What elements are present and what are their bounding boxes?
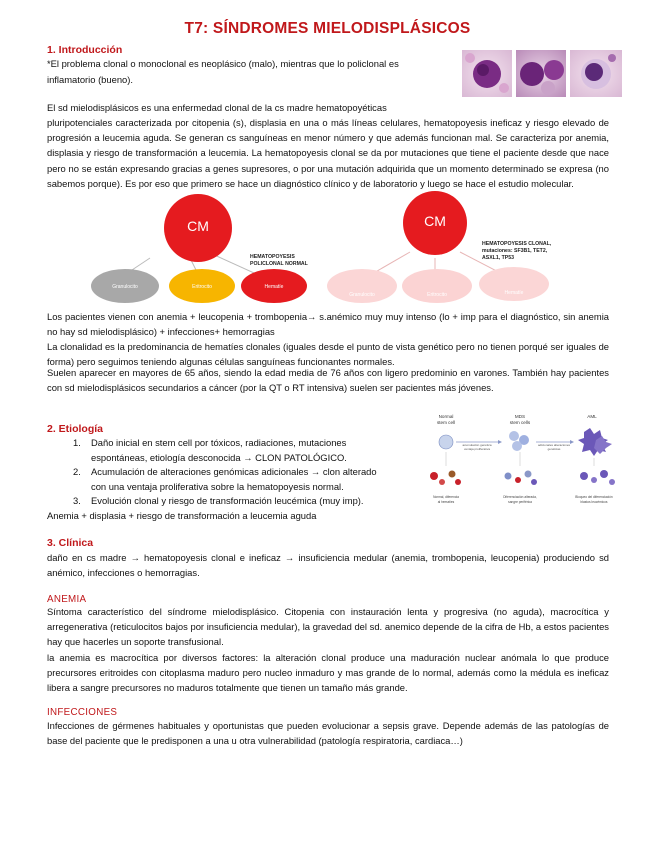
- page-title: T7: SÍNDROMES MIELODISPLÁSICOS: [184, 20, 471, 37]
- clinica-p1: daño en cs madre → hematopoyesis clonal e ineficaz → insuficiencia medular (anemia, trombopenia, leucopenia) produciendo sd anémico, infecciones o hemorragias.: [47, 552, 609, 579]
- diagram-caption-right-l2: mutaciones: SF3B1, TET2,: [482, 248, 548, 254]
- cell-label: Hematíe: [264, 284, 284, 290]
- figure-label: ventaja proliferativa: [463, 447, 491, 451]
- diagram-caption-right-l3: ASXL1, TP53: [482, 255, 515, 261]
- figure-label: MDS: [514, 414, 526, 419]
- figure-label: AML: [587, 414, 597, 419]
- figure-label: Diferenciación alterada,: [503, 495, 537, 499]
- stem-cell-label-right: CM: [424, 213, 446, 229]
- intro-p1-line1: *El problema clonal o monoclonal es neoplásico (malo), mientras que lo policlonal es: [47, 58, 399, 69]
- intro-p4: La clonalidad es la predominancia de hematíes clonales (iguales desde el punto de vista genético pero no tienen porqué ser iguales de forma) pero seguimos teniendo algunas células sanguíneas funcionantes normales.: [47, 341, 609, 368]
- intro-p3: Los pacientes vienen con anemia + leucopenia + trombopenia→ s.anémico muy muy intenso (lo + imp para el diagnóstico, sin anemia no hay sd mielodisplásico) + infecciones+ hemorragias: [47, 311, 609, 338]
- intro-heading: 1. Introducción: [47, 44, 123, 56]
- list-number: 2.: [73, 466, 81, 477]
- anemia-subheading: ANEMIA: [47, 594, 87, 605]
- figure-label: genéticas: [547, 447, 561, 451]
- figure-label: Bloqueo del diferenciación: [575, 495, 613, 499]
- figure-label: stem cell: [436, 420, 456, 425]
- clinica-heading: 3. Clínica: [47, 537, 94, 549]
- figure-label: sangre periférica: [508, 500, 532, 504]
- etiologia-item-1: [73, 436, 393, 465]
- cell-label: Eritrocito: [192, 284, 212, 290]
- list-item-line: espontáneas, etiología desconocida → CLON PATOLÓGICO.: [91, 451, 347, 463]
- figure-label: Normal, diferencia: [433, 495, 459, 499]
- list-item-line: Evolución clonal y riesgo de transformación leucémica (muy imp).: [91, 495, 364, 506]
- figure-label: al hematíes: [437, 500, 455, 504]
- list-item-line: con una ventaja proliferativa sobre la hematopoyesis normal.: [91, 480, 344, 492]
- intro-p2-line1: El sd mielodisplásicos es una enfermedad clonal de la cs madre hematopoyéticas: [47, 102, 387, 113]
- etiologia-item-2: [73, 465, 393, 494]
- micrograph-images: [462, 50, 622, 97]
- diagram-caption-left-l1: HEMATOPOYESIS: [250, 254, 295, 260]
- figure-label: acumulación genética: [462, 443, 492, 447]
- stem-cell-label-left: CM: [187, 218, 209, 234]
- intro-p5: Suelen aparecer en mayores de 65 años, siendo la edad media de 76 años con ligero predominio en varones. También hay pacientes con sd mielodisplásicos secundarios a cáncer (por la QT o RT intensiva) suelen ser pacientes más jóvenes.: [47, 367, 609, 394]
- intro-p2-body: pluripotenciales caracterizada por citopenia (s), displasia en una o más líneas celulares, hematopoyesis ineficaz y riesgo elevado de progresión a leucemia aguda. Se generan cs sanguíneas en menor número y que además funcionan mal. Se caracteriza por anemia, displasia y riesgo de transformación a leucemia. La hematopoyesis clonal se da por mutaciones que tiene el paciente desde que nace pero no se están expresando gracias a genes supresores, o por una mutación adquirida que un momento determinado se expresa (no sabemos porque). Es por eso que primero se hace un diagnóstico clínico y de laboratorio y luego se hace el estudio molecular.: [47, 117, 609, 189]
- cell-label: Granulocito: [349, 292, 375, 298]
- etiologia-heading: 2. Etiología: [47, 423, 104, 435]
- diagram-clonal: [327, 191, 552, 303]
- list-item-line: Acumulación de alteraciones genómicas adicionales → clon alterado: [91, 466, 377, 477]
- figure-label: stem cells: [509, 420, 531, 425]
- etiologia-summary: Anemia + displasia + riesgo de transformación a leucemia aguda: [47, 510, 317, 521]
- figure-label: Normal: [438, 414, 454, 419]
- figure-label: adicionales alteraciones: [537, 443, 571, 447]
- figure-label: blastos leucémicos: [580, 500, 608, 504]
- etiologia-item-3: [73, 494, 393, 509]
- mds-cell: [512, 441, 522, 451]
- normal-stem-cell: [439, 435, 453, 449]
- cell-label: Hematíe: [504, 290, 524, 296]
- intro-p1-line2: inflamatorio (bueno).: [47, 74, 133, 85]
- mds-progression-figure: [424, 410, 624, 510]
- mds-cell: [509, 431, 519, 441]
- list-number: 1.: [73, 437, 81, 448]
- cell-label: Granulocito: [112, 284, 138, 290]
- diagram-policlonal: [91, 194, 309, 303]
- anemia-p1: Síntoma característico del síndrome mielodisplásico. Citopenia con instauración lenta y progresiva (no aguda), macrocítica y arregenerativa (reticulocitos bajos por insuficiencia medular), la gravedad del sd. anemico depende de la cifra de Hb, a estos pacientes hay que hacerles un soporte transfusional.: [47, 606, 609, 648]
- diagram-caption-left-l2: POLICLONAL NORMAL: [250, 261, 308, 267]
- diagram-caption-right-l1: HEMATOPOYESIS CLONAL,: [482, 241, 552, 247]
- list-item-line: Daño inicial en stem cell por tóxicos, radiaciones, mutaciones: [91, 437, 347, 448]
- infecciones-p1: Infecciones de gérmenes habituales y oportunistas que pueden evolucionar a sepsis grave. Depende además de las patologías de base del paciente que le predisponen a una u otra vulnerabilidad (patología respiratoria, cardiaca…): [47, 720, 609, 747]
- cell-label: Eritrocito: [427, 292, 447, 298]
- hematopoiesis-diagram: [90, 213, 560, 300]
- infecciones-subheading: INFECCIONES: [47, 707, 118, 718]
- anemia-p2: la anemia es macrocítica por diversos factores: la alteración clonal produce una maduración nuclear anómala lo que produce precursores eritroides con citoplasma maduro pero nucleo inmaduro y mas grande de lo normal, además como la médula es ineficaz libera a sangre precursores no maduros totalmente que tienen un tamaño más grande.: [47, 652, 609, 694]
- list-number: 3.: [73, 495, 81, 506]
